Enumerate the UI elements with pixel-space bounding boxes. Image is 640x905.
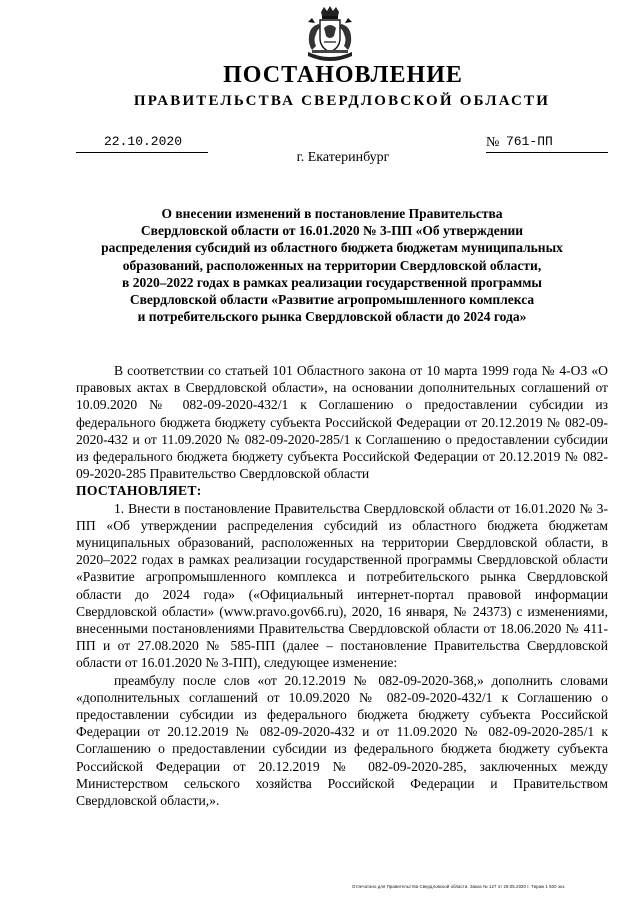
heading-line: образований, расположенных на территории Свердловской области, (122, 257, 542, 273)
decree-heading (70, 205, 594, 325)
coat-of-arms-icon (304, 6, 356, 62)
item-1-paragraph: 1. Внести в постановление Правительства Свердловской области от 16.01.2020 № 3-ПП «Об утверждении распределения субсидий из областного бюджета бюджетам муниципальных образований, расположенных на территории Свердловской области, в 2020–2022 годах в рамках реализации государственной программы Свердловской области «Развитие агропромышленного комплекса и потребительского рынка Свердловской области до 2024 года» («Официальный интернет-портал правовой информации Свердловской области» (www.pravo.gov66.ru), 2020, 16 января, № 24373) с изменениями, внесенными постановлениями Правительства Свердловской области от 18.06.2020 № 411-ПП и от 27.08.2020 № 585-ПП (далее – постановление Правительства Свердловской области от 16.01.2020 № 3-ПП), следующее изменение: (76, 500, 608, 671)
intro-paragraph: В соответствии со статьей 101 Областного закона от 10 марта 1999 года № 4-ОЗ «О правовых актах в Свердловской области», на основании дополнительных соглашений от 10.09.2020 № 082-09-2020-432/1 к Соглашению о предоставлении субсидии из федерального бюджета бюджету субъекта Российской Федерации от 20.12.2019 № 082-09-2020-432 и от 11.09.2020 № 082-09-2020-285/1 к Соглашению о предоставлении субсидии из федерального бюджета бюджету субъекта Российской Федерации от 20.12.2019 № 082-09-2020-285 Правительство Свердловской области (76, 363, 608, 482)
heading-line: в 2020–2022 годах в рамках реализации государственной программы (122, 274, 542, 290)
preamble-amendment-paragraph: преамбулу после слов «от 20.12.2019 № 082-09-2020-368,» дополнить словами «дополнительных соглашений от 10.09.2020 № 082-09-2020-432/1 к Соглашению о предоставлении субсидии из федерального бюджета бюджету субъекта Российской Федерации от 20.12.2019 № 082-09-2020-432 и от 11.09.2020 № 082-09-2020-285/1 к Соглашению о предоставлении субсидии из федерального бюджета бюджету субъекта Российской Федерации от 20.12.2019 № 082-09-2020-285, заключенных между Министерством сельского хозяйства Российской Федерации и Правительством Свердловской области,». (76, 672, 608, 809)
print-footer: Отпечатано для Правительства Свердловской области. Заказ № 127 от 29.05.2020 г. Тираж 1 500 экз. (352, 884, 566, 889)
heading-line: О внесении изменений в постановление Правительства (161, 206, 503, 221)
issuing-authority: ПРАВИТЕЛЬСТВА СВЕРДЛОВСКОЙ ОБЛАСТИ (133, 93, 551, 109)
decree-body (76, 362, 608, 809)
city-name: г. Екатеринбург (296, 150, 390, 165)
heading-line: и потребительского рынка Свердловской области до 2024 года» (137, 309, 527, 325)
decree-number: 761-ПП (506, 134, 553, 149)
heading-line: Свердловской области «Развитие агропромышленного комплекса (129, 292, 535, 308)
number-sign: № (486, 135, 500, 150)
decree-word: ПОСТАНОВЛЯЕТ: (76, 483, 202, 499)
decree-date: 22.10.2020 (104, 134, 183, 149)
heading-line: Свердловской области от 16.01.2020 № 3-ПП «Об утверждении (140, 223, 524, 239)
heading-line: распределения субсидий из областного бюджета бюджетам муниципальных (101, 240, 563, 256)
document-type-title: ПОСТАНОВЛЕНИЕ (223, 62, 463, 88)
